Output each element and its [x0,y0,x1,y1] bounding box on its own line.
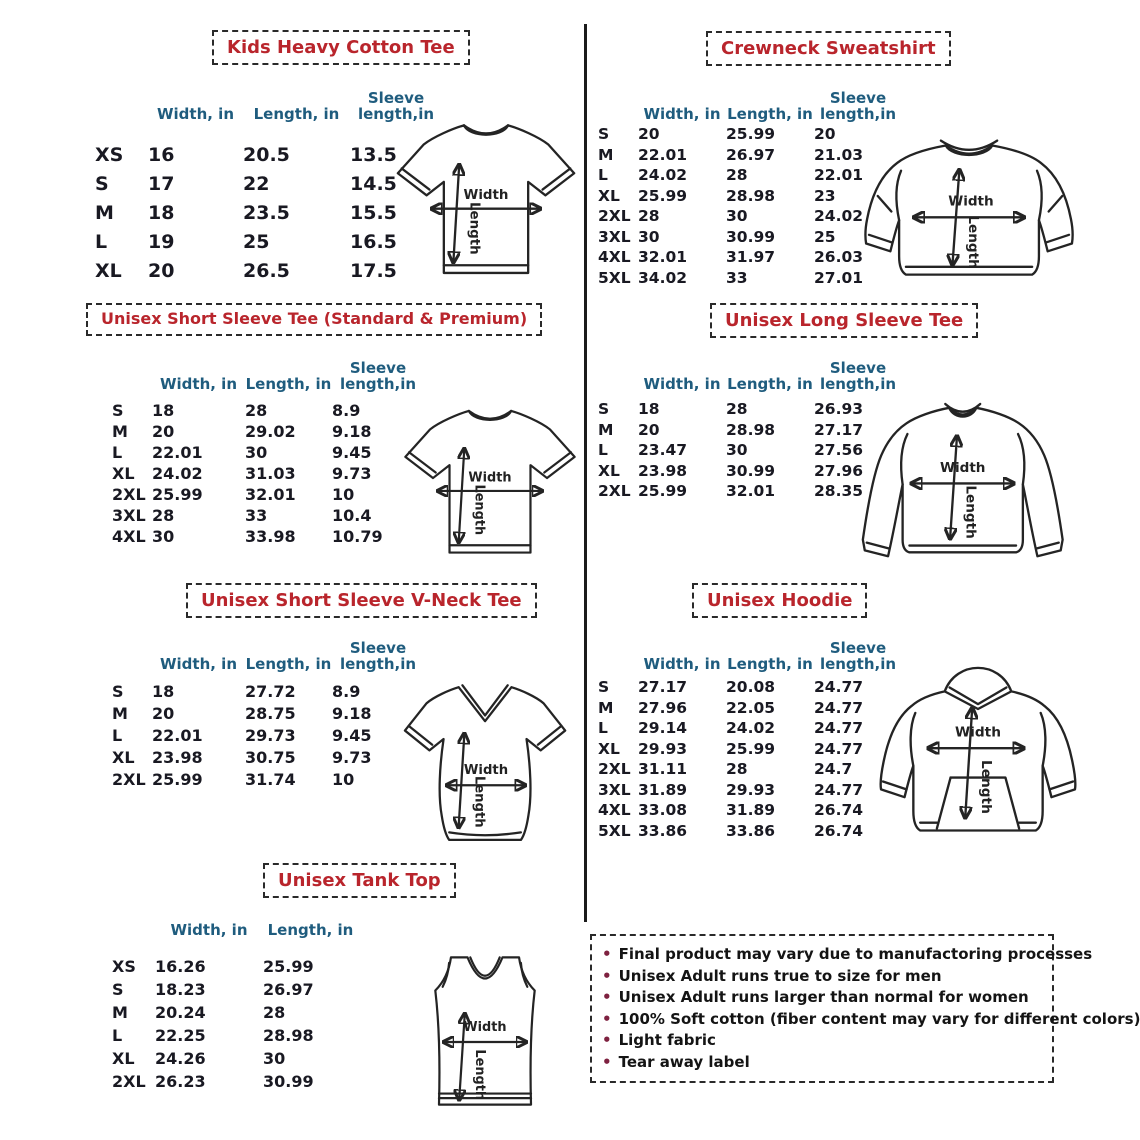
size-label: 2XL [112,769,146,789]
size-label: 4XL [598,801,631,820]
size-label: XS [95,143,124,166]
measurement-value: 28 [263,1003,286,1022]
width-arrow-label: Width [468,470,512,486]
size-label: S [112,401,124,420]
size-label: M [112,1003,128,1022]
measurement-value: 22.25 [155,1026,206,1045]
measurement-value: 30 [638,227,660,246]
measurement-value: 32.01 [245,485,296,504]
measurement-value: 20.24 [155,1003,206,1022]
measurement-value: 18 [152,681,175,701]
column-header-sleeve: Sleeve length,in [819,358,897,393]
measurement-value: 25.99 [726,739,776,758]
size-label: 4XL [112,527,146,546]
measurement-value: 30.99 [263,1072,314,1091]
size-label: M [598,420,614,439]
measurement-value: 33.86 [638,821,688,840]
width-arrow-label: Width [955,724,1001,741]
measurement-value: 33.86 [726,821,776,840]
measurement-value: 8.9 [332,401,361,420]
measurement-value: 26.97 [726,145,776,164]
column-header-width: Width, in [643,654,721,673]
length-arrow-label: Length [471,484,487,536]
measurement-value: 27.17 [814,420,864,439]
measurement-value: 31.97 [726,248,776,267]
tee-line-drawing [390,110,582,294]
width-arrow-label: Width [463,762,509,778]
measurement-value: 10 [332,485,355,504]
measurement-value: 22 [243,172,270,195]
measurement-value: 18 [148,201,175,224]
length-arrow-label: Length [471,775,487,828]
column-divider-line [584,24,587,922]
measurement-value: 29.73 [245,725,296,745]
measurement-value: 30 [263,1049,286,1068]
measurement-value: 17.5 [350,259,397,282]
column-header-sleeve: Sleeve length,in [819,638,897,673]
note-item: • 100% Soft cotton (fiber content may vary for different colors) [602,1009,1042,1031]
measurement-value: 27.96 [814,461,864,480]
measurement-value: 24.77 [814,780,864,799]
measurement-value: 26.5 [243,259,290,282]
measurement-value: 28.75 [245,703,296,723]
column-header-width: Width, in [159,654,237,673]
measurement-value: 25.99 [152,485,203,504]
measurement-value: 27.01 [814,268,864,287]
size-label: XL [598,739,620,758]
note-item: • Final product may vary due to manufactoring processes [602,944,1042,966]
measurement-value: 26.23 [155,1072,206,1091]
size-label: XL [598,461,620,480]
measurement-value: 16.26 [155,957,206,976]
column-header-sleeve: Sleeve length,in [339,638,417,673]
column-header-length: Length, in [727,374,813,393]
column-header-length: Length, in [253,104,340,123]
length-arrow-label: Length [962,485,979,539]
measurement-value: 25.99 [152,769,203,789]
width-arrow-label: Width [948,193,994,210]
measurement-value: 23.5 [243,201,290,224]
column-header-width: Width, in [159,374,237,393]
measurement-value: 22.01 [152,725,203,745]
size-label: L [598,719,608,738]
measurement-value: 10.4 [332,506,372,525]
measurement-value: 24.77 [814,739,864,758]
measurement-value: 24.02 [726,719,776,738]
measurement-value: 26.93 [814,400,864,419]
size-label: XL [112,464,135,483]
column-header-width: Width, in [156,104,234,123]
measurement-value: 20 [638,125,660,144]
size-label: M [112,422,128,441]
measurement-value: 20 [152,703,175,723]
tee-line-drawing [398,396,582,573]
measurement-value: 23.98 [152,747,203,767]
measurement-value: 9.73 [332,464,372,483]
width-arrow-label: Width [463,1019,507,1035]
size-table-crew [598,124,902,288]
measurement-value: 15.5 [350,201,397,224]
vneck-tee-line-drawing [400,674,572,855]
notes-box [590,934,1140,1083]
measurement-value: 24.77 [814,698,864,717]
size-table-hoodie [598,677,902,841]
measurement-value: 24.26 [155,1049,206,1068]
size-label: S [598,400,610,419]
measurement-value: 31.11 [638,760,688,779]
measurement-value: 20 [814,125,836,144]
size-table-tank [112,955,358,1093]
measurement-value: 27.72 [245,681,296,701]
size-label: XL [112,747,135,767]
size-table-sstee [112,400,424,547]
note-item: • Unisex Adult runs larger than normal for women [602,987,1042,1009]
measurement-value: 20 [638,420,660,439]
size-label: L [112,443,123,462]
measurement-value: 26.03 [814,248,864,267]
measurement-value: 32.01 [726,482,776,501]
length-arrow-label: Length [977,759,994,814]
size-label: 3XL [598,227,631,246]
measurement-value: 30 [726,441,748,460]
measurement-value: 13.5 [350,143,397,166]
measurement-value: 14.5 [350,172,397,195]
size-label: 2XL [112,485,146,504]
size-label: 2XL [598,760,631,779]
measurement-value: 27.96 [638,698,688,717]
tank-top-line-drawing [424,950,546,1123]
size-label: S [598,125,610,144]
size-label: 2XL [598,482,631,501]
measurement-value: 28 [726,400,748,419]
table-header-tank [112,898,358,938]
measurement-value: 9.45 [332,443,372,462]
column-header-length: Length, in [245,374,332,393]
measurement-value: 28 [726,166,748,185]
section-title-vneck-tee: Unisex Short Sleeve V-Neck Tee [186,583,537,618]
measurement-value: 23.47 [638,441,688,460]
size-label: M [598,698,614,717]
section-title-long-sleeve-tee: Unisex Long Sleeve Tee [710,303,978,338]
width-arrow-label: Width [940,459,986,476]
measurement-value: 26.74 [814,821,864,840]
measurement-value: 10 [332,769,355,789]
table-header-hoodie [598,632,902,672]
measurement-value: 9.18 [332,703,372,723]
measurement-value: 29.93 [726,780,776,799]
measurement-value: 19 [148,230,175,253]
measurement-value: 27.17 [638,678,688,697]
size-table-vneck [112,680,424,790]
measurement-value: 28.98 [263,1026,314,1045]
size-label: S [95,172,109,195]
measurement-value: 20 [152,422,175,441]
column-header-sleeve: Sleeve length,in [819,88,897,123]
size-label: M [112,703,128,723]
measurement-value: 23.98 [638,461,688,480]
size-label: M [95,201,114,224]
measurement-value: 29.93 [638,739,688,758]
section-title-unisex-short-sleeve-tee: Unisex Short Sleeve Tee (Standard & Premium) [86,303,542,336]
measurement-value: 31.89 [726,801,776,820]
hoodie-line-drawing [874,662,1082,854]
note-item: • Tear away label [602,1052,1042,1074]
measurement-value: 25 [243,230,270,253]
table-header-crew [598,82,902,122]
measurement-value: 28.98 [726,420,776,439]
measurement-value: 21.03 [814,145,864,164]
measurement-value: 30.75 [245,747,296,767]
measurement-value: 30 [726,207,748,226]
measurement-value: 18.23 [155,980,206,999]
section-title-unisex-hoodie: Unisex Hoodie [692,583,867,618]
size-label: 5XL [598,821,631,840]
measurement-value: 25 [814,227,836,246]
measurement-value: 28 [726,760,748,779]
measurement-value: 28.35 [814,482,864,501]
section-title-crewneck-sweatshirt: Crewneck Sweatshirt [706,31,951,66]
measurement-value: 29.14 [638,719,688,738]
size-label: S [598,678,610,697]
measurement-value: 30.99 [726,461,776,480]
measurement-value: 20 [148,259,175,282]
length-arrow-label: Length [965,215,982,269]
measurement-value: 28 [245,401,268,420]
size-label: 4XL [598,248,631,267]
size-label: 2XL [112,1072,146,1091]
measurement-value: 31.89 [638,780,688,799]
size-label: L [598,441,608,460]
note-item: • Unisex Adult runs true to size for men [602,966,1042,988]
sweatshirt-line-drawing [862,128,1078,295]
size-label: L [112,1026,123,1045]
measurement-value: 24.02 [152,464,203,483]
table-header-vneck [112,632,424,672]
size-label: 2XL [598,207,631,226]
measurement-value: 32.01 [638,248,688,267]
measurement-value: 33 [245,506,268,525]
column-header-length: Length, in [245,654,332,673]
measurement-value: 24.02 [814,207,864,226]
size-label: S [112,681,124,701]
column-header-sleeve: Sleeve length,in [357,88,435,123]
measurement-value: 17 [148,172,175,195]
section-title-kids-heavy-cotton-tee: Kids Heavy Cotton Tee [212,30,470,65]
measurement-value: 30 [245,443,268,462]
column-header-width: Width, in [170,920,248,939]
measurement-value: 29.02 [245,422,296,441]
size-label: L [112,725,123,745]
measurement-value: 24.7 [814,760,853,779]
measurement-value: 30.99 [726,227,776,246]
size-label: 3XL [598,780,631,799]
size-label: XL [112,1049,135,1068]
size-label: 5XL [598,268,631,287]
width-arrow-label: Width [463,188,509,204]
measurement-value: 18 [152,401,175,420]
measurement-value: 27.56 [814,441,864,460]
size-label: S [112,980,124,999]
measurement-value: 22.01 [814,166,864,185]
measurement-value: 24.77 [814,719,864,738]
measurement-value: 26.97 [263,980,314,999]
measurement-value: 22.01 [638,145,688,164]
length-arrow-label: Length [471,1049,487,1101]
measurement-value: 9.45 [332,725,372,745]
size-table-lst [598,399,902,502]
measurement-value: 25.99 [726,125,776,144]
size-label: XL [598,186,620,205]
measurement-value: 16 [148,143,175,166]
column-header-length: Length, in [267,920,354,939]
section-title-tank-top: Unisex Tank Top [263,863,456,898]
measurement-value: 10.79 [332,527,383,546]
column-header-length: Length, in [727,104,813,123]
measurement-value: 28.98 [726,186,776,205]
measurement-value: 26.74 [814,801,864,820]
measurement-value: 31.74 [245,769,296,789]
column-header-width: Width, in [643,374,721,393]
measurement-value: 22.01 [152,443,203,462]
size-label: 3XL [112,506,146,525]
size-label: XL [95,259,122,282]
measurement-value: 9.18 [332,422,372,441]
measurement-value: 24.77 [814,678,864,697]
table-header-lst [598,352,902,392]
note-item: • Light fabric [602,1030,1042,1052]
measurement-value: 28 [152,506,175,525]
measurement-value: 33 [726,268,748,287]
measurement-value: 28 [638,207,660,226]
measurement-value: 9.73 [332,747,372,767]
length-arrow-label: Length [466,202,482,255]
size-label: L [598,166,608,185]
measurement-value: 24.02 [638,166,688,185]
column-header-length: Length, in [727,654,813,673]
size-label: L [95,230,108,253]
column-header-width: Width, in [643,104,721,123]
size-label: XS [112,957,136,976]
measurement-value: 20.5 [243,143,290,166]
column-header-sleeve: Sleeve length,in [339,358,417,393]
measurement-value: 31.03 [245,464,296,483]
measurement-value: 20.08 [726,678,776,697]
size-label: M [598,145,614,164]
measurement-value: 25.99 [638,186,688,205]
measurement-value: 18 [638,400,660,419]
measurement-value: 33.08 [638,801,688,820]
measurement-value: 30 [152,527,175,546]
measurement-value: 25.99 [638,482,688,501]
measurement-value: 34.02 [638,268,688,287]
long-sleeve-tee-line-drawing [858,394,1083,571]
measurement-value: 16.5 [350,230,397,253]
measurement-value: 33.98 [245,527,296,546]
measurement-value: 25.99 [263,957,314,976]
measurement-value: 22.05 [726,698,776,717]
measurement-value: 8.9 [332,681,361,701]
measurement-value: 23 [814,186,836,205]
table-header-sstee [112,352,424,392]
